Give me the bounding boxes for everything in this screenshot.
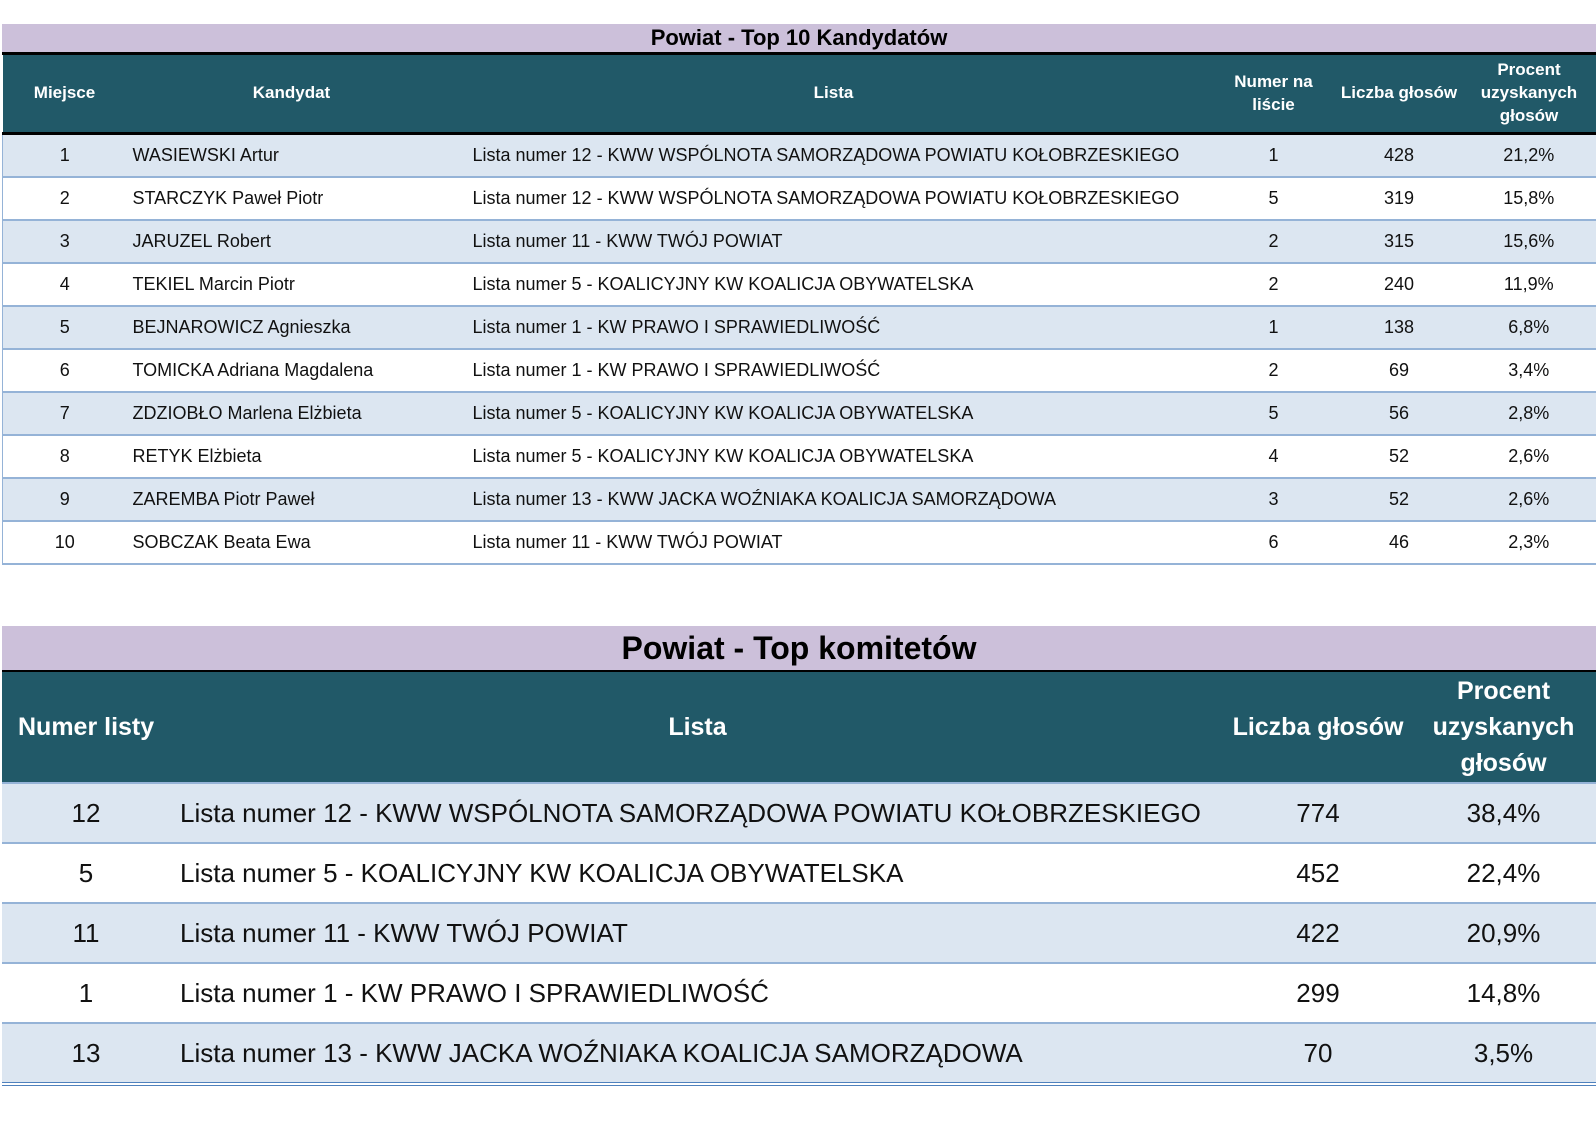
cell-number-on-list: 6: [1268, 532, 1279, 552]
cell-votes: 315: [1383, 231, 1415, 251]
cell-percent: 22,4%: [1466, 857, 1541, 888]
cell-candidate: WASIEWSKI Artur: [132, 145, 279, 165]
cell-percent: 2,6%: [1462, 435, 1596, 478]
cell-votes: 240: [1383, 274, 1415, 294]
table-row: [2, 843, 1596, 903]
cell-number-on-list: 3: [1268, 489, 1279, 509]
cell-votes: 428: [1383, 145, 1415, 165]
top-committees-title: Powiat - Top komitetów: [2, 626, 1596, 672]
cell-list: Lista numer 5 - KOALICYJNY KW KOALICJA OBYWATELSKA: [472, 446, 974, 466]
table-row: [3, 134, 1596, 178]
cell-votes: 56: [1388, 403, 1410, 423]
cell-list: Lista numer 11 - KWW TWÓJ POWIAT: [472, 532, 783, 552]
cell-place: 2: [3, 177, 127, 220]
table-row: [2, 903, 1596, 963]
table-row: [3, 478, 1596, 521]
cell-votes: 52: [1388, 489, 1410, 509]
cell-votes: 69: [1388, 360, 1410, 380]
cell-place: 8: [3, 435, 127, 478]
header-candidate: Kandydat: [127, 55, 457, 134]
cell-list: Lista numer 1 - KW PRAWO I SPRAWIEDLIWOŚĆ: [180, 977, 769, 1008]
cell-list-number: 5: [78, 857, 94, 888]
cell-list-number: 13: [71, 1037, 101, 1068]
cell-place: 5: [3, 306, 127, 349]
top-candidates-title: Powiat - Top 10 Kandydatów: [2, 24, 1596, 55]
header-percent: Procent uzyskanych głosów: [1411, 672, 1596, 783]
cell-number-on-list: 5: [1268, 188, 1279, 208]
table-row: [3, 392, 1596, 435]
header-number-on-list: Numer na liście: [1211, 55, 1337, 134]
cell-candidate: RETYK Elżbieta: [132, 446, 262, 466]
cell-number-on-list: 2: [1268, 360, 1279, 380]
cell-candidate: TEKIEL Marcin Piotr: [132, 274, 295, 294]
table-row: [3, 349, 1596, 392]
cell-percent: 21,2%: [1462, 134, 1596, 178]
cell-percent: 38,4%: [1466, 797, 1541, 828]
cell-number-on-list: 2: [1268, 231, 1279, 251]
top-committees-section: [2, 626, 1596, 1086]
cell-list: Lista numer 1 - KW PRAWO I SPRAWIEDLIWOŚĆ: [472, 317, 881, 337]
cell-list: Lista numer 1 - KW PRAWO I SPRAWIEDLIWOŚĆ: [472, 360, 881, 380]
cell-votes: 52: [1388, 446, 1410, 466]
cell-candidate: ZAREMBA Piotr Paweł: [132, 489, 315, 509]
cell-place: 7: [3, 392, 127, 435]
table-row: [2, 783, 1596, 843]
table-row: [3, 521, 1596, 564]
cell-list-number: 12: [71, 797, 101, 828]
cell-candidate: STARCZYK Paweł Piotr: [132, 188, 324, 208]
cell-votes: 319: [1383, 188, 1415, 208]
cell-number-on-list: 1: [1268, 145, 1279, 165]
cell-list: Lista numer 13 - KWW JACKA WOŹNIAKA KOALICJA SAMORZĄDOWA: [472, 489, 1056, 509]
cell-place: 1: [3, 134, 127, 178]
cell-number-on-list: 4: [1268, 446, 1279, 466]
cell-votes: 299: [1296, 977, 1340, 1008]
cell-place: 6: [3, 349, 127, 392]
table-header-row: [2, 672, 1596, 783]
table-row: [3, 306, 1596, 349]
table-header-row: [3, 55, 1596, 134]
top-committees-table: [2, 672, 1596, 1086]
cell-percent: 3,4%: [1462, 349, 1596, 392]
cell-list: Lista numer 5 - KOALICYJNY KW KOALICJA OBYWATELSKA: [472, 403, 974, 423]
header-percent: Procent uzyskanych głosów: [1462, 55, 1596, 134]
header-votes: Liczba głosów: [1225, 672, 1411, 783]
cell-votes: 70: [1303, 1037, 1333, 1068]
top-candidates-table: [2, 55, 1596, 565]
cell-votes: 774: [1296, 797, 1340, 828]
cell-place: 4: [3, 263, 127, 306]
cell-list: Lista numer 12 - KWW WSPÓLNOTA SAMORZĄDOWA POWIATU KOŁOBRZESKIEGO: [472, 188, 1180, 208]
cell-place: 3: [3, 220, 127, 263]
cell-percent: 15,6%: [1462, 220, 1596, 263]
cell-number-on-list: 1: [1268, 317, 1279, 337]
cell-candidate: JARUZEL Robert: [132, 231, 271, 251]
cell-percent: 6,8%: [1462, 306, 1596, 349]
cell-percent: 2,8%: [1462, 392, 1596, 435]
cell-percent: 11,9%: [1462, 263, 1596, 306]
cell-percent: 2,6%: [1462, 478, 1596, 521]
cell-candidate: TOMICKA Adriana Magdalena: [132, 360, 374, 380]
cell-percent: 15,8%: [1462, 177, 1596, 220]
cell-number-on-list: 5: [1268, 403, 1279, 423]
cell-percent: 14,8%: [1466, 977, 1541, 1008]
cell-votes: 422: [1296, 917, 1340, 948]
table-row: [3, 220, 1596, 263]
cell-list: Lista numer 5 - KOALICYJNY KW KOALICJA OBYWATELSKA: [472, 274, 974, 294]
cell-place: 9: [3, 478, 127, 521]
cell-votes: 46: [1388, 532, 1410, 552]
header-votes: Liczba głosów: [1337, 55, 1462, 134]
cell-percent: 20,9%: [1466, 917, 1541, 948]
cell-percent: 2,3%: [1462, 521, 1596, 564]
table-row: [3, 177, 1596, 220]
top-candidates-section: [2, 24, 1596, 565]
table-row: [2, 1023, 1596, 1084]
cell-candidate: SOBCZAK Beata Ewa: [132, 532, 311, 552]
cell-list-number: 11: [72, 917, 100, 948]
header-list-number: Numer listy: [2, 672, 170, 783]
cell-list: Lista numer 5 - KOALICYJNY KW KOALICJA OBYWATELSKA: [180, 857, 904, 888]
header-place: Miejsce: [3, 55, 127, 134]
table-row: [3, 435, 1596, 478]
header-list: Lista: [170, 672, 1225, 783]
table-row: [3, 263, 1596, 306]
table-row: [2, 963, 1596, 1023]
cell-list: Lista numer 13 - KWW JACKA WOŹNIAKA KOALICJA SAMORZĄDOWA: [180, 1037, 1023, 1068]
cell-votes: 138: [1383, 317, 1415, 337]
cell-list-number: 1: [78, 977, 94, 1008]
cell-list: Lista numer 12 - KWW WSPÓLNOTA SAMORZĄDOWA POWIATU KOŁOBRZESKIEGO: [472, 145, 1180, 165]
cell-list: Lista numer 11 - KWW TWÓJ POWIAT: [180, 917, 628, 948]
cell-votes: 452: [1296, 857, 1340, 888]
cell-candidate: BEJNAROWICZ Agnieszka: [132, 317, 351, 337]
header-list: Lista: [457, 55, 1211, 134]
cell-candidate: ZDZIOBŁO Marlena Elżbieta: [132, 403, 362, 423]
cell-percent: 3,5%: [1473, 1037, 1534, 1068]
cell-number-on-list: 2: [1268, 274, 1279, 294]
cell-place: 10: [3, 521, 127, 564]
cell-list: Lista numer 12 - KWW WSPÓLNOTA SAMORZĄDOWA POWIATU KOŁOBRZESKIEGO: [180, 797, 1201, 828]
cell-list: Lista numer 11 - KWW TWÓJ POWIAT: [472, 231, 783, 251]
